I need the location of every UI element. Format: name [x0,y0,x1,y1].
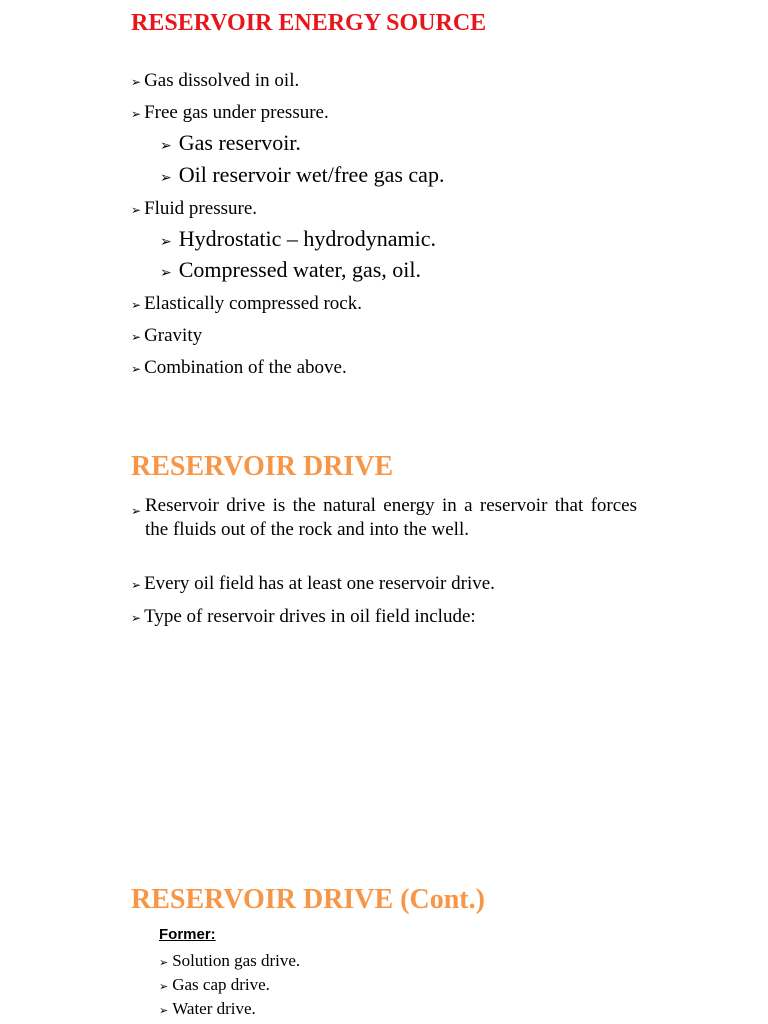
paragraph-item [131,494,637,542]
arrow-bullet-icon: ➢ [131,504,142,518]
sub-list-item [160,226,436,252]
list-item-text: Gas dissolved in oil. [144,70,300,91]
list-item-text: Water drive. [172,999,256,1018]
arrow-bullet-icon: ➢ [160,171,172,186]
former-subheading: Former: [159,926,216,943]
list-item [131,293,362,315]
list-item [131,573,495,595]
list-item [159,999,256,1019]
arrow-bullet-icon: ➢ [131,330,142,344]
list-item [131,70,299,92]
list-item-text: Combination of the above. [144,357,347,378]
list-item-text: Type of reservoir drives in oil field include: [144,606,476,627]
list-item-text: Oil reservoir wet/free gas cap. [178,162,445,187]
arrow-bullet-icon: ➢ [131,298,142,312]
list-item-text: Solution gas drive. [172,951,301,970]
sub-list-item [160,130,301,156]
arrow-bullet-icon: ➢ [131,203,142,217]
arrow-bullet-icon: ➢ [131,578,142,592]
arrow-bullet-icon: ➢ [159,981,169,993]
arrow-bullet-icon: ➢ [131,75,142,89]
arrow-bullet-icon: ➢ [131,611,142,625]
sub-list-item [160,162,444,188]
section-title-reservoir-drive-cont: RESERVOIR DRIVE (Cont.) [131,884,485,915]
arrow-bullet-icon: ➢ [160,235,172,250]
paragraph-text: Reservoir drive is the natural energy in a reservoir that forces the fluids out of the rock and into the well. [145,495,637,540]
list-item-text: Gas reservoir. [178,130,301,155]
arrow-bullet-icon: ➢ [159,1005,169,1017]
section-title-energy-source: RESERVOIR ENERGY SOURCE [131,10,487,36]
list-item [159,975,270,995]
list-item [131,198,257,220]
list-item-text: Compressed water, gas, oil. [178,257,422,282]
list-item [131,606,476,628]
list-item [131,102,329,124]
section-title-reservoir-drive: RESERVOIR DRIVE [131,451,394,482]
sub-list-item [160,257,421,283]
arrow-bullet-icon: ➢ [160,266,172,281]
list-item [159,951,300,971]
list-item-text: Gas cap drive. [172,975,270,994]
list-item-text: Fluid pressure. [144,198,257,219]
arrow-bullet-icon: ➢ [131,362,142,376]
list-item [131,325,202,347]
list-item [131,357,347,379]
arrow-bullet-icon: ➢ [160,139,172,154]
list-item-text: Every oil field has at least one reservoir drive. [144,573,495,594]
list-item-text: Free gas under pressure. [144,102,329,123]
arrow-bullet-icon: ➢ [131,107,142,121]
list-item-text: Hydrostatic – hydrodynamic. [178,226,436,251]
list-item-text: Elastically compressed rock. [144,293,362,314]
list-item-text: Gravity [144,325,203,346]
arrow-bullet-icon: ➢ [159,957,169,969]
